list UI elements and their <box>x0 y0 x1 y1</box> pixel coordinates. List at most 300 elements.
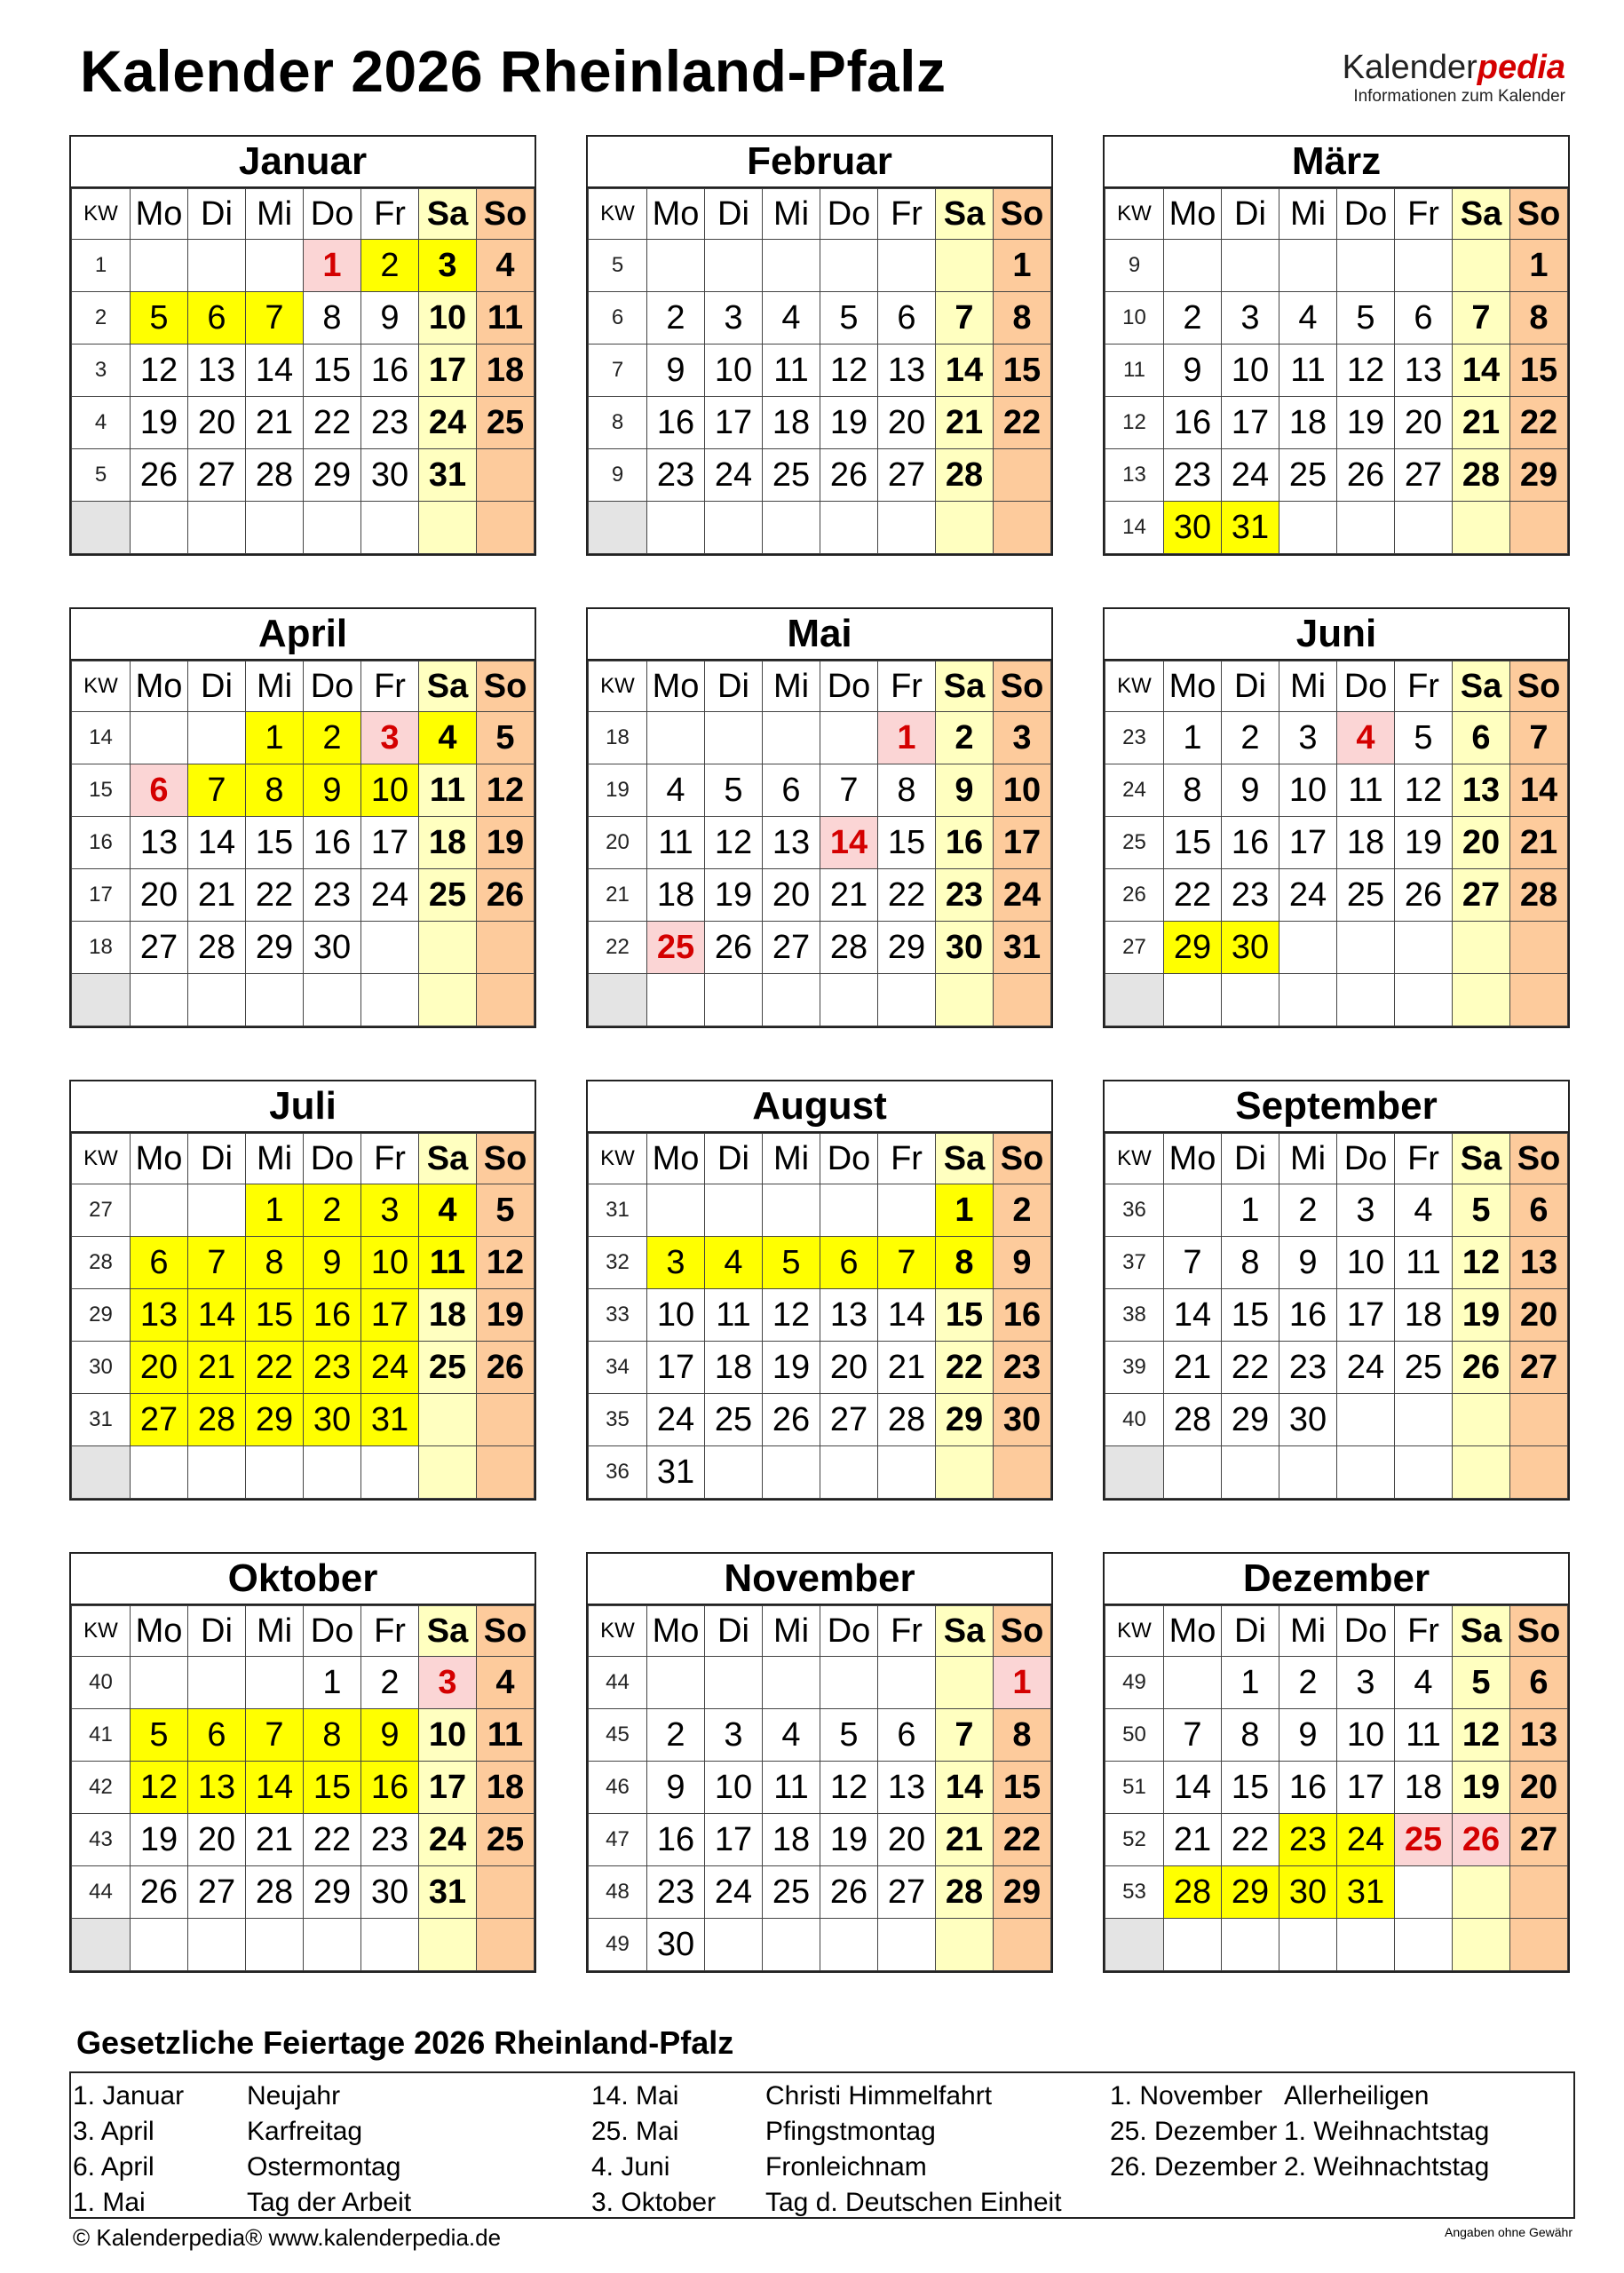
day-cell: 4 <box>419 712 477 764</box>
day-cell-empty <box>1395 502 1453 554</box>
day-cell: 15 <box>1510 345 1568 397</box>
day-cell: 6 <box>763 764 820 817</box>
day-cell: 14 <box>246 345 304 397</box>
day-cell: 13 <box>878 345 936 397</box>
day-cell: 18 <box>1395 1762 1453 1814</box>
kw-header: KW <box>72 1606 131 1657</box>
week-number: 53 <box>1105 1866 1164 1919</box>
day-cell-empty <box>705 1919 763 1971</box>
day-cell: 27 <box>1395 449 1453 502</box>
holiday-date: 6. April <box>73 2152 154 2182</box>
week-number: 26 <box>1105 869 1164 922</box>
week-number: 20 <box>589 817 647 869</box>
weekday-header: Mi <box>246 661 304 712</box>
week-number: 6 <box>589 292 647 345</box>
week-row <box>1105 292 1568 345</box>
weekday-header: Mo <box>131 661 188 712</box>
day-cell: 24 <box>1279 869 1337 922</box>
day-cell: 27 <box>131 1394 188 1446</box>
day-cell-empty <box>477 502 535 554</box>
kw-header: KW <box>589 189 647 240</box>
day-cell: 8 <box>878 764 936 817</box>
day-cell-empty <box>1395 240 1453 292</box>
day-cell: 24 <box>705 449 763 502</box>
holiday-item <box>591 2150 1062 2185</box>
day-cell: 7 <box>820 764 878 817</box>
week-number: 34 <box>589 1342 647 1394</box>
day-cell: 4 <box>477 1657 535 1709</box>
day-cell: 23 <box>647 449 705 502</box>
weekday-header: Do <box>1337 189 1395 240</box>
day-cell: 26 <box>705 922 763 974</box>
day-cell-empty <box>419 1446 477 1499</box>
day-cell: 6 <box>820 1237 878 1289</box>
day-cell: 13 <box>1510 1237 1568 1289</box>
day-cell-empty <box>1222 974 1279 1026</box>
day-cell: 11 <box>705 1289 763 1342</box>
week-row <box>1105 449 1568 502</box>
week-number: 27 <box>1105 922 1164 974</box>
month-12 <box>1103 1552 1570 1973</box>
day-cell: 15 <box>1222 1762 1279 1814</box>
day-cell-empty <box>763 1446 820 1499</box>
week-row <box>1105 1289 1568 1342</box>
day-cell-empty <box>820 1446 878 1499</box>
day-cell-empty <box>419 1394 477 1446</box>
day-cell-empty <box>705 1446 763 1499</box>
day-cell-empty <box>763 1919 820 1971</box>
day-cell-empty <box>763 502 820 554</box>
day-cell-empty <box>1510 1446 1568 1499</box>
day-cell: 8 <box>246 1237 304 1289</box>
month-1 <box>69 135 536 556</box>
day-cell: 21 <box>246 397 304 449</box>
week-number: 49 <box>589 1919 647 1971</box>
day-cell: 11 <box>763 1762 820 1814</box>
footer-copyright: © Kalenderpedia® www.kalenderpedia.de <box>73 2224 502 2251</box>
day-cell: 13 <box>131 817 188 869</box>
day-cell: 14 <box>1510 764 1568 817</box>
holiday-name: Neujahr <box>247 2081 341 2111</box>
week-row <box>72 502 535 554</box>
day-cell: 22 <box>304 397 361 449</box>
day-cell: 28 <box>1164 1866 1222 1919</box>
weekday-header: Sa <box>1453 189 1510 240</box>
day-cell-empty <box>1453 1394 1510 1446</box>
day-cell-empty <box>246 1919 304 1971</box>
day-cell: 20 <box>1453 817 1510 869</box>
week-number <box>1105 1446 1164 1499</box>
day-cell: 6 <box>878 292 936 345</box>
day-cell: 31 <box>1337 1866 1395 1919</box>
brand-tagline: Informationen zum Kalender <box>1353 87 1565 106</box>
week-number: 18 <box>72 922 131 974</box>
day-cell: 24 <box>361 869 419 922</box>
day-cell-empty <box>647 974 705 1026</box>
weekday-header: Fr <box>361 661 419 712</box>
day-cell-empty <box>647 1657 705 1709</box>
kw-header: KW <box>72 661 131 712</box>
week-number: 15 <box>72 764 131 817</box>
day-cell: 11 <box>419 1237 477 1289</box>
weekday-header: Do <box>1337 1134 1395 1184</box>
day-cell-empty <box>820 1184 878 1237</box>
day-cell: 5 <box>131 292 188 345</box>
day-cell-empty <box>705 712 763 764</box>
month-title: November <box>588 1554 1051 1605</box>
day-cell: 21 <box>820 869 878 922</box>
day-cell-empty <box>820 1919 878 1971</box>
weekday-header: Di <box>1222 1606 1279 1657</box>
day-cell-empty <box>705 240 763 292</box>
weekday-header: Do <box>820 189 878 240</box>
holiday-item <box>1110 2079 1489 2114</box>
day-cell: 2 <box>361 240 419 292</box>
day-cell: 5 <box>820 1709 878 1762</box>
day-cell-empty <box>994 449 1051 502</box>
day-cell: 30 <box>361 1866 419 1919</box>
day-cell: 17 <box>705 1814 763 1866</box>
day-cell-empty <box>936 1657 994 1709</box>
day-cell: 22 <box>1222 1342 1279 1394</box>
weekday-header: Fr <box>361 1134 419 1184</box>
day-cell-empty <box>246 240 304 292</box>
day-cell: 6 <box>1395 292 1453 345</box>
day-cell: 18 <box>1395 1289 1453 1342</box>
weekday-header: Fr <box>1395 1606 1453 1657</box>
week-number: 27 <box>72 1184 131 1237</box>
day-cell: 22 <box>994 397 1051 449</box>
weekday-header: So <box>994 1606 1051 1657</box>
day-cell-empty <box>361 1446 419 1499</box>
week-row <box>1105 817 1568 869</box>
day-cell: 12 <box>820 345 878 397</box>
day-cell-empty <box>1164 974 1222 1026</box>
day-cell: 28 <box>1510 869 1568 922</box>
week-number: 23 <box>1105 712 1164 764</box>
week-number <box>72 502 131 554</box>
day-cell: 26 <box>763 1394 820 1446</box>
day-cell: 19 <box>763 1342 820 1394</box>
week-number: 45 <box>589 1709 647 1762</box>
day-cell: 1 <box>246 1184 304 1237</box>
day-cell: 30 <box>936 922 994 974</box>
day-cell: 11 <box>647 817 705 869</box>
day-cell: 23 <box>1222 869 1279 922</box>
holiday-item <box>1110 2114 1489 2150</box>
day-cell-empty <box>820 502 878 554</box>
day-cell: 3 <box>1337 1657 1395 1709</box>
day-cell: 18 <box>705 1342 763 1394</box>
month-11 <box>586 1552 1053 1973</box>
day-cell: 1 <box>246 712 304 764</box>
day-cell: 17 <box>419 1762 477 1814</box>
day-cell: 11 <box>477 292 535 345</box>
week-number: 8 <box>589 397 647 449</box>
week-number <box>72 1919 131 1971</box>
day-cell: 1 <box>304 240 361 292</box>
day-cell: 16 <box>1222 817 1279 869</box>
day-cell: 6 <box>1453 712 1510 764</box>
weekday-header: Di <box>1222 189 1279 240</box>
day-cell: 11 <box>419 764 477 817</box>
day-cell-empty <box>936 240 994 292</box>
day-cell-empty <box>994 502 1051 554</box>
week-row <box>589 1709 1051 1762</box>
footer-disclaimer: Angaben ohne Gewähr <box>1445 2225 1573 2239</box>
day-cell-empty <box>477 974 535 1026</box>
day-cell-empty <box>188 974 246 1026</box>
day-cell: 25 <box>1395 1814 1453 1866</box>
week-number: 28 <box>72 1237 131 1289</box>
month-5 <box>586 607 1053 1028</box>
weekday-header: Do <box>1337 661 1395 712</box>
day-cell-empty <box>763 1184 820 1237</box>
weekday-header: So <box>1510 661 1568 712</box>
holiday-date: 25. Dezember <box>1110 2117 1278 2146</box>
day-cell: 12 <box>820 1762 878 1814</box>
day-cell-empty <box>1337 240 1395 292</box>
weekday-header: Mo <box>647 1606 705 1657</box>
holiday-item <box>591 2185 1062 2221</box>
day-cell-empty <box>419 502 477 554</box>
month-title: Februar <box>588 137 1051 188</box>
day-cell: 14 <box>1453 345 1510 397</box>
day-cell-empty <box>878 240 936 292</box>
day-cell: 3 <box>361 1184 419 1237</box>
day-cell-empty <box>878 502 936 554</box>
week-number: 31 <box>589 1184 647 1237</box>
day-cell: 30 <box>647 1919 705 1971</box>
week-row <box>589 764 1051 817</box>
holiday-column <box>73 2079 411 2221</box>
day-cell: 23 <box>361 1814 419 1866</box>
day-cell: 26 <box>820 449 878 502</box>
day-cell: 19 <box>820 1814 878 1866</box>
day-cell-empty <box>419 1919 477 1971</box>
weekday-header: Fr <box>1395 189 1453 240</box>
month-9 <box>1103 1080 1570 1501</box>
day-cell-empty <box>878 1446 936 1499</box>
day-cell: 30 <box>1279 1866 1337 1919</box>
week-row <box>72 817 535 869</box>
week-row <box>589 240 1051 292</box>
day-cell: 10 <box>361 1237 419 1289</box>
week-number: 46 <box>589 1762 647 1814</box>
weekday-header: Mi <box>763 189 820 240</box>
week-row <box>589 869 1051 922</box>
week-row <box>589 817 1051 869</box>
day-cell: 25 <box>763 449 820 502</box>
day-cell: 23 <box>1279 1814 1337 1866</box>
day-cell: 29 <box>1510 449 1568 502</box>
week-number <box>1105 1919 1164 1971</box>
week-number: 14 <box>1105 502 1164 554</box>
week-number: 50 <box>1105 1709 1164 1762</box>
day-cell-empty <box>1279 1919 1337 1971</box>
week-row <box>72 1184 535 1237</box>
day-cell: 3 <box>705 1709 763 1762</box>
week-row <box>72 922 535 974</box>
day-cell: 20 <box>878 397 936 449</box>
day-cell: 7 <box>936 1709 994 1762</box>
day-cell: 10 <box>361 764 419 817</box>
day-cell: 10 <box>1337 1237 1395 1289</box>
day-cell-empty <box>1395 1446 1453 1499</box>
weekday-header: So <box>994 661 1051 712</box>
day-cell: 12 <box>705 817 763 869</box>
day-cell: 1 <box>1510 240 1568 292</box>
day-cell: 28 <box>1164 1394 1222 1446</box>
day-cell: 27 <box>188 449 246 502</box>
day-cell: 17 <box>361 817 419 869</box>
weekday-header: Fr <box>1395 1134 1453 1184</box>
day-cell: 3 <box>361 712 419 764</box>
week-row <box>72 1446 535 1499</box>
week-number <box>72 974 131 1026</box>
day-cell: 1 <box>1222 1184 1279 1237</box>
day-cell: 26 <box>1395 869 1453 922</box>
day-cell: 31 <box>647 1446 705 1499</box>
weekday-header: Mo <box>131 1134 188 1184</box>
holidays-title: Gesetzliche Feiertage 2026 Rheinland-Pfalz <box>76 2024 734 2061</box>
weekday-header: Mi <box>246 1606 304 1657</box>
kw-header: KW <box>589 1134 647 1184</box>
day-cell: 16 <box>304 817 361 869</box>
day-cell: 28 <box>246 1866 304 1919</box>
week-number: 5 <box>72 449 131 502</box>
day-cell: 29 <box>246 922 304 974</box>
day-cell: 28 <box>188 922 246 974</box>
day-cell: 27 <box>763 922 820 974</box>
day-cell: 21 <box>936 1814 994 1866</box>
day-cell: 15 <box>1164 817 1222 869</box>
day-cell-empty <box>1453 1919 1510 1971</box>
month-title: Januar <box>71 137 535 188</box>
day-cell-empty <box>878 974 936 1026</box>
week-row <box>589 1446 1051 1499</box>
weekday-header: Mi <box>763 1134 820 1184</box>
day-cell: 17 <box>1279 817 1337 869</box>
weekday-header: So <box>994 189 1051 240</box>
day-cell-empty <box>1164 1919 1222 1971</box>
day-cell: 21 <box>878 1342 936 1394</box>
day-cell: 24 <box>419 397 477 449</box>
day-cell: 14 <box>188 817 246 869</box>
day-cell-empty <box>763 712 820 764</box>
day-cell-empty <box>361 1919 419 1971</box>
day-cell: 24 <box>994 869 1051 922</box>
day-cell: 8 <box>1222 1709 1279 1762</box>
week-row <box>1105 1446 1568 1499</box>
day-cell: 27 <box>188 1866 246 1919</box>
day-cell: 13 <box>1453 764 1510 817</box>
day-cell-empty <box>1395 1394 1453 1446</box>
holiday-date: 1. Januar <box>73 2081 185 2111</box>
day-cell-empty <box>1510 1394 1568 1446</box>
day-cell: 2 <box>304 712 361 764</box>
holiday-item <box>591 2079 1062 2114</box>
weekday-header: Sa <box>419 1134 477 1184</box>
day-cell: 4 <box>763 1709 820 1762</box>
weekday-header: Mo <box>647 1134 705 1184</box>
weekday-header: Fr <box>878 661 936 712</box>
week-row <box>72 1814 535 1866</box>
week-number: 44 <box>589 1657 647 1709</box>
day-cell: 28 <box>246 449 304 502</box>
day-cell-empty <box>936 1446 994 1499</box>
kw-header: KW <box>589 1606 647 1657</box>
holiday-date: 14. Mai <box>591 2081 679 2111</box>
day-cell: 16 <box>936 817 994 869</box>
day-cell: 23 <box>304 869 361 922</box>
day-cell: 29 <box>304 1866 361 1919</box>
day-cell: 15 <box>304 345 361 397</box>
holiday-item <box>73 2185 411 2221</box>
day-cell: 8 <box>994 1709 1051 1762</box>
week-row <box>72 1657 535 1709</box>
day-cell-empty <box>820 712 878 764</box>
day-cell: 7 <box>1164 1709 1222 1762</box>
day-cell: 2 <box>1222 712 1279 764</box>
week-row <box>589 1657 1051 1709</box>
weekday-header: So <box>477 661 535 712</box>
day-cell: 16 <box>647 397 705 449</box>
day-cell: 10 <box>994 764 1051 817</box>
day-cell: 10 <box>647 1289 705 1342</box>
week-row <box>1105 1866 1568 1919</box>
month-title: Dezember <box>1105 1554 1568 1605</box>
day-cell-empty <box>1510 1919 1568 1971</box>
week-number: 19 <box>589 764 647 817</box>
day-cell: 28 <box>878 1394 936 1446</box>
weekday-header: Mi <box>246 189 304 240</box>
weekday-header: So <box>1510 1134 1568 1184</box>
day-cell-empty <box>188 502 246 554</box>
week-row <box>589 397 1051 449</box>
day-cell: 10 <box>419 1709 477 1762</box>
week-number: 9 <box>1105 240 1164 292</box>
holiday-date: 3. Oktober <box>591 2188 717 2217</box>
day-cell: 16 <box>361 1762 419 1814</box>
day-cell-empty <box>1337 1394 1395 1446</box>
day-cell: 5 <box>477 712 535 764</box>
week-number: 16 <box>72 817 131 869</box>
weekday-header: Di <box>705 1606 763 1657</box>
kw-header: KW <box>1105 1134 1164 1184</box>
day-cell: 17 <box>1337 1762 1395 1814</box>
week-row <box>72 1919 535 1971</box>
day-cell: 23 <box>1279 1342 1337 1394</box>
week-number: 33 <box>589 1289 647 1342</box>
day-cell: 25 <box>647 922 705 974</box>
week-number: 22 <box>589 922 647 974</box>
day-cell: 8 <box>1164 764 1222 817</box>
day-cell: 30 <box>361 449 419 502</box>
day-cell: 15 <box>304 1762 361 1814</box>
weekday-header: Mo <box>1164 661 1222 712</box>
day-cell-empty <box>1337 922 1395 974</box>
day-cell-empty <box>1395 974 1453 1026</box>
day-cell-empty <box>1337 1919 1395 1971</box>
month-6 <box>1103 607 1570 1028</box>
weekday-header: Do <box>304 1134 361 1184</box>
week-number: 3 <box>72 345 131 397</box>
week-number: 43 <box>72 1814 131 1866</box>
day-cell: 3 <box>647 1237 705 1289</box>
week-number: 40 <box>1105 1394 1164 1446</box>
week-number: 2 <box>72 292 131 345</box>
